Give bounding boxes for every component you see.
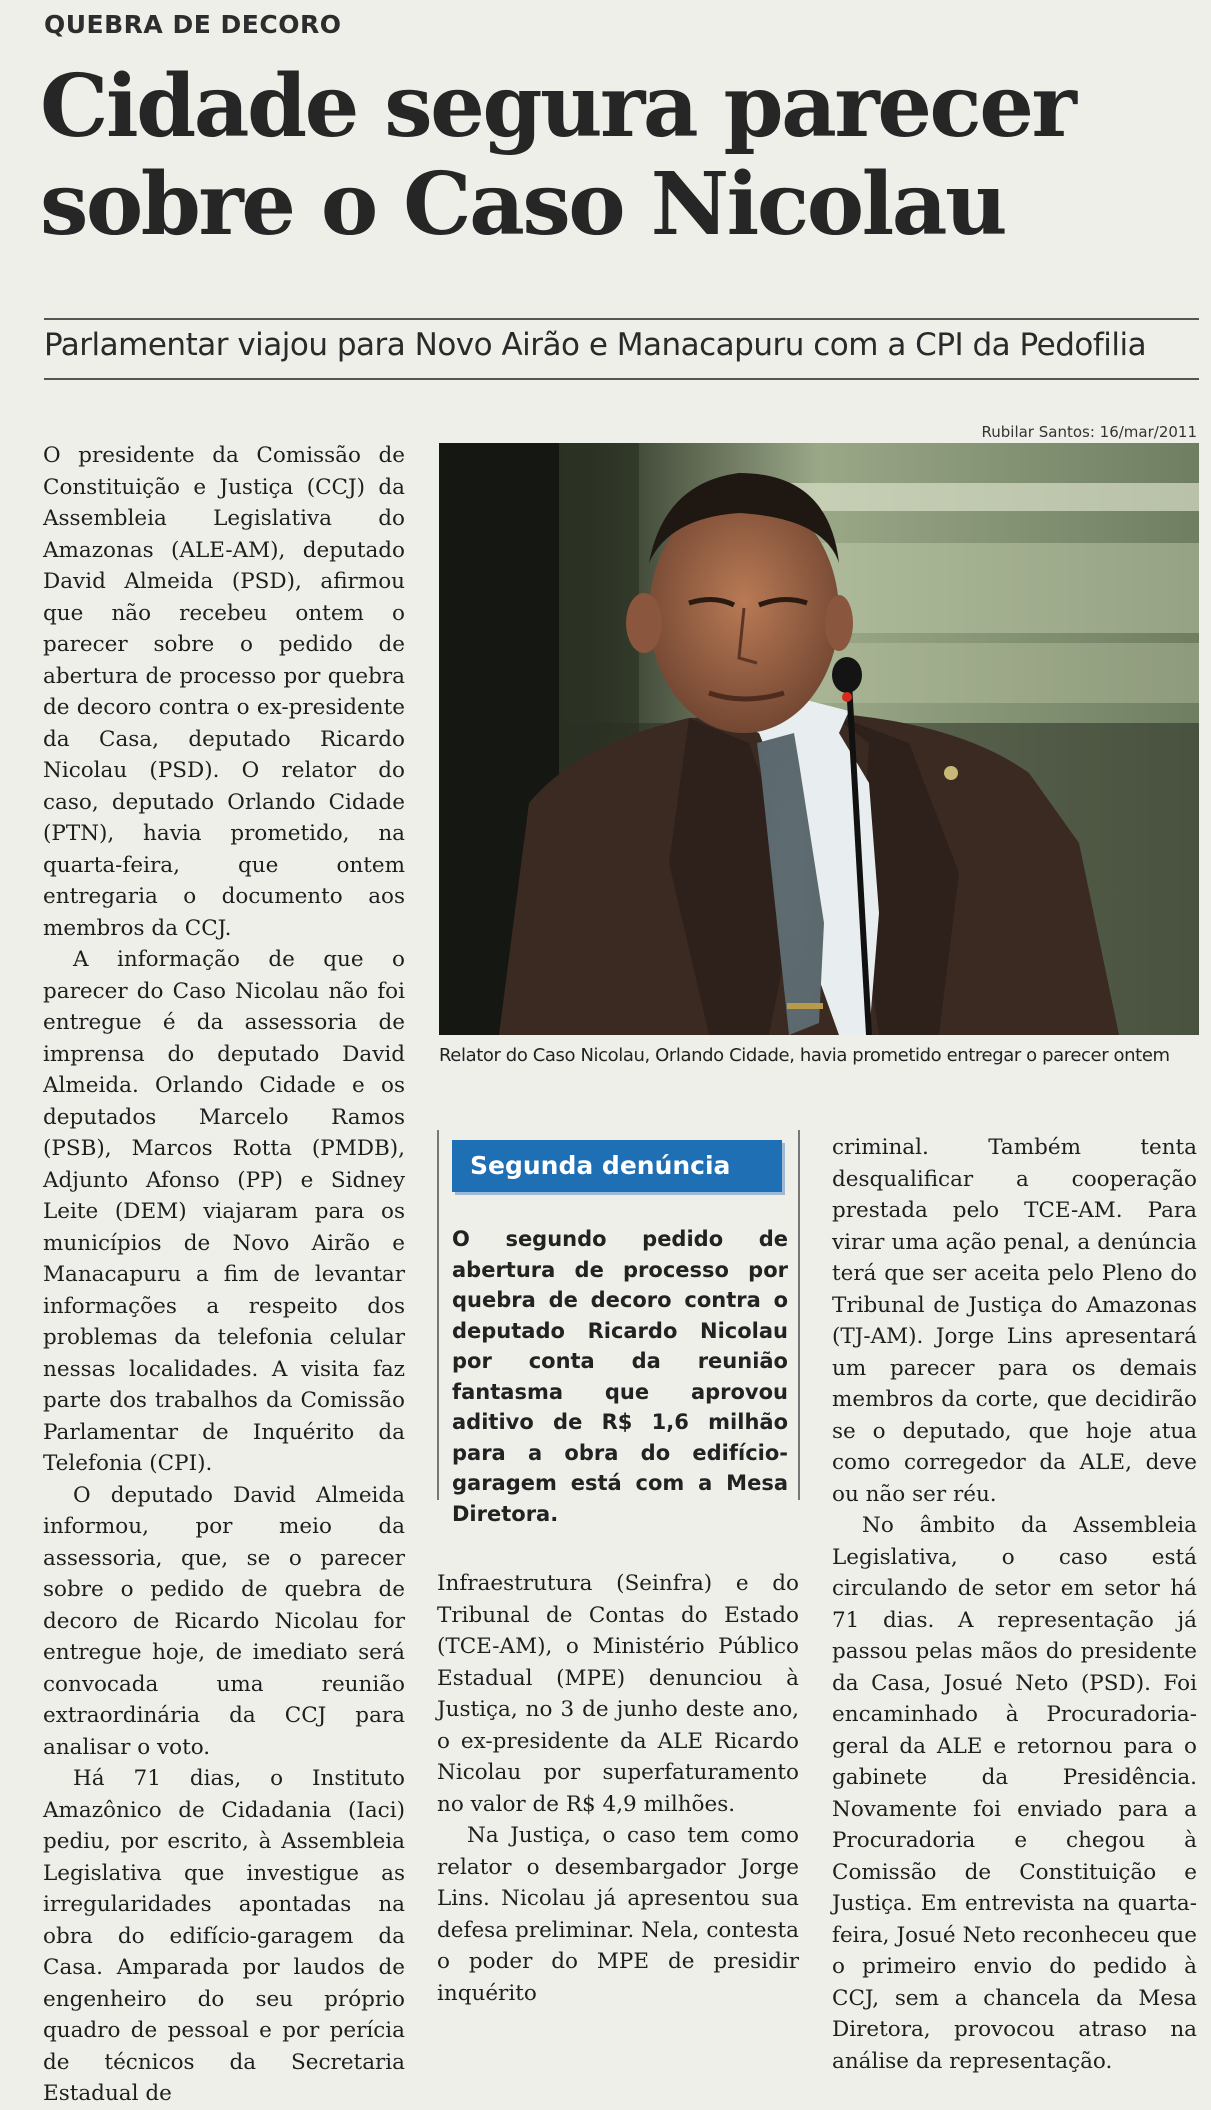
sidebar-text: O segundo pedido de abertura de processo por quebra de decoro contra o deputado Ricardo Nicolau por conta da reunião fantasma que aprovou aditivo de R$ 1,6 milhão para a obra do edifício-garagem está com a Mesa Diretora. [452, 1227, 788, 1526]
sidebar-right-rule [798, 1130, 800, 1500]
headline-line-2: sobre o Caso Nicolau [40, 154, 1005, 255]
column-3-paragraph-1: criminal. Também tenta desqualificar a cooperação prestada pelo TCE-AM. Para virar uma ação penal, a denúncia terá que ser aceita pelo Pleno do Tribunal de Justiça do Amazonas (TJ-AM). Jorge Lins apresentará um parecer para os demais membros da corte, que decidirão se o deputado, que hoje atua como corregedor da ALE, deve ou não ser réu. [832, 1135, 1197, 1507]
column-1-paragraph-3: O deputado David Almeida informou, por meio da assessoria, que, se o parecer sobre o pedido de quebra de decoro de Ricardo Nicolau for entregue hoje, de imediato será convocada uma reunião extraordinária da CCJ para analisar o voto. [43, 1482, 405, 1760]
article-column-2 [437, 1568, 799, 2009]
column-1-paragraph-1: O presidente da Comissão de Constituição e Justiça (CCJ) da Assembleia Legislativa do Amazonas (ALE-AM), deputado David Almeida (PSD), afirmou que não recebeu ontem o parecer sobre o pedido de abertura de processo por quebra de decoro contra o ex-presidente da Casa, deputado Ricardo Nicolau (PSD). O relator do caso, deputado Orlando Cidade (PTN), havia prometido, na quarta-feira, que ontem entregaria o documento aos membros da CCJ. [43, 443, 405, 941]
section-kicker: QUEBRA DE DECORO [44, 10, 342, 39]
column-2-paragraph-1: Infraestrutura (Seinfra) e do Tribunal de Contas do Estado (TCE-AM), o Ministério Público Estadual (MPE) denunciou à Justiça, no 3 de junho deste ano, o ex-presidente da ALE Ricardo Nicolau por superfaturamento no valor de R$ 4,9 milhões. [437, 1571, 799, 1817]
sidebar-left-rule [437, 1130, 439, 1500]
column-3-paragraph-2: No âmbito da Assembleia Legislativa, o caso está circulando de setor em setor há 71 dias. A representação já passou pelas mãos do presidente da Casa, Josué Neto (PSD). Foi encaminhado à Procuradoria-geral da ALE e retornou para o gabinete da Presidência. Novamente foi enviado para a Procuradoria e chegou à Comissão de Constituição e Justiça. Em entrevista na quarta-feira, Josué Neto reconheceu que o primeiro envio do pedido à CCJ, sem a chancela da Mesa Diretora, provocou atraso na análise da representação. [832, 1513, 1197, 2074]
bottom-rule [44, 378, 1199, 380]
column-1-paragraph-4: Há 71 dias, o Instituto Amazônico de Cidadania (Iaci) pediu, por escrito, à Assembleia Legislativa que investigue as irregularidades apontadas na obra do edifício-garagem da Casa. Amparada por laudos de engenheiro do seu próprio quadro de pessoal e por perícia de técnicos da Secretaria Estadual de [43, 1766, 405, 2106]
column-2-paragraph-2: Na Justiça, o caso tem como relator o desembargador Jorge Lins. Nicolau já apresentou sua defesa preliminar. Nela, contesta o poder do MPE de presidir inquérito [437, 1823, 799, 2006]
headline [40, 58, 1200, 254]
photo-illustration [439, 443, 1199, 1035]
article-column-1 [43, 440, 405, 2110]
top-rule [44, 318, 1199, 320]
headline-line-1: Cidade segura parecer [40, 56, 1075, 157]
news-photo [439, 443, 1199, 1035]
sidebar-title: Segunda denúncia [452, 1140, 782, 1192]
subheadline: Parlamentar viajou para Novo Airão e Manacapuru com a CPI da Pedofilia [44, 327, 1147, 363]
column-1-paragraph-2: A informação de que o parecer do Caso Nicolau não foi entregue é da assessoria de imprensa do deputado David Almeida. Orlando Cidade e os deputados Marcelo Ramos (PSB), Marcos Rotta (PMDB), Adjunto Afonso (PP) e Sidney Leite (DEM) viajaram para os municípios de Novo Airão e Manacapuru a fim de levantar informações a respeito dos problemas da telefonia celular nessas localidades. A visita faz parte dos trabalhos da Comissão Parlamentar de Inquérito da Telefonia (CPI). [43, 947, 405, 1476]
article-column-3 [832, 1132, 1197, 2077]
photo-credit: Rubilar Santos: 16/mar/2011 [981, 423, 1197, 441]
photo-caption: Relator do Caso Nicolau, Orlando Cidade, havia prometido entregar o parecer ontem [439, 1045, 1170, 1066]
